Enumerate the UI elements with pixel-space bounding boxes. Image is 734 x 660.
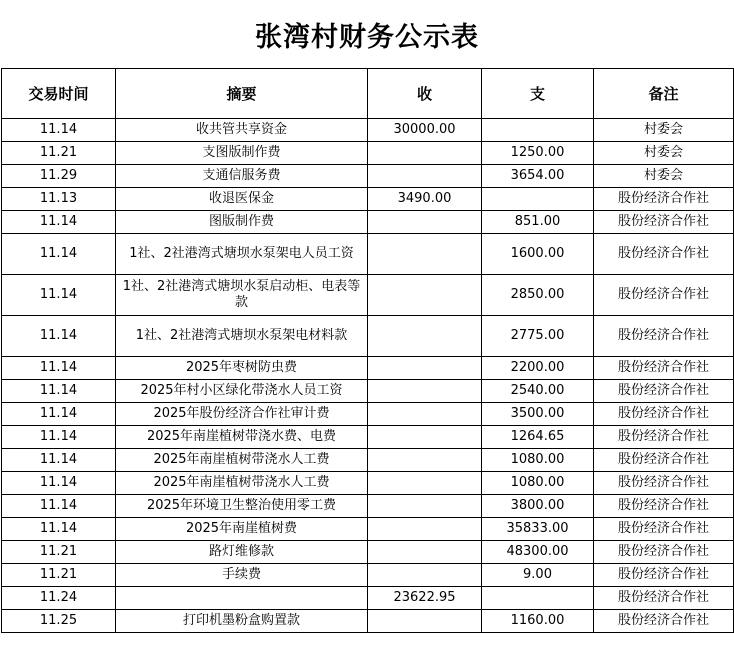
table-row <box>2 564 734 587</box>
cell-note: 股份经济合作社 <box>594 316 734 357</box>
cell-income <box>368 495 482 518</box>
table-row <box>2 610 734 633</box>
cell-note: 股份经济合作社 <box>594 495 734 518</box>
cell-summary: 支图版制作费 <box>116 142 368 165</box>
table-row <box>2 119 734 142</box>
cell-note: 股份经济合作社 <box>594 564 734 587</box>
cell-summary: 2025年环境卫生整治使用零工费 <box>116 495 368 518</box>
cell-summary: 打印机墨粉盒购置款 <box>116 610 368 633</box>
cell-date: 11.14 <box>2 472 116 495</box>
cell-expense: 3654.00 <box>482 165 594 188</box>
cell-summary: 2025年股份经济合作社审计费 <box>116 403 368 426</box>
cell-note: 股份经济合作社 <box>594 541 734 564</box>
cell-income <box>368 541 482 564</box>
cell-income: 30000.00 <box>368 119 482 142</box>
cell-date: 11.21 <box>2 142 116 165</box>
cell-note: 股份经济合作社 <box>594 449 734 472</box>
cell-note: 村委会 <box>594 119 734 142</box>
cell-income <box>368 564 482 587</box>
cell-note: 股份经济合作社 <box>594 357 734 380</box>
cell-expense: 1080.00 <box>482 449 594 472</box>
cell-note: 股份经济合作社 <box>594 403 734 426</box>
header-expense: 支 <box>482 69 594 119</box>
cell-expense <box>482 119 594 142</box>
cell-date: 11.14 <box>2 275 116 316</box>
cell-date: 11.14 <box>2 316 116 357</box>
cell-expense: 2775.00 <box>482 316 594 357</box>
cell-date: 11.14 <box>2 234 116 275</box>
cell-expense: 9.00 <box>482 564 594 587</box>
header-summary: 摘要 <box>116 69 368 119</box>
table-row <box>2 472 734 495</box>
cell-expense: 35833.00 <box>482 518 594 541</box>
table-row <box>2 587 734 610</box>
cell-date: 11.14 <box>2 495 116 518</box>
cell-summary: 1社、2社港湾式塘坝水泵启动柜、电表等款 <box>116 275 368 316</box>
cell-note: 股份经济合作社 <box>594 211 734 234</box>
cell-date: 11.13 <box>2 188 116 211</box>
cell-summary: 路灯维修款 <box>116 541 368 564</box>
cell-summary: 手续费 <box>116 564 368 587</box>
cell-income: 23622.95 <box>368 587 482 610</box>
table-row <box>2 495 734 518</box>
table-row <box>2 426 734 449</box>
cell-note: 村委会 <box>594 142 734 165</box>
cell-date: 11.14 <box>2 403 116 426</box>
cell-expense: 3800.00 <box>482 495 594 518</box>
cell-note: 股份经济合作社 <box>594 472 734 495</box>
cell-summary: 支通信服务费 <box>116 165 368 188</box>
cell-expense: 48300.00 <box>482 541 594 564</box>
finance-table <box>1 68 734 633</box>
cell-note: 股份经济合作社 <box>594 518 734 541</box>
cell-income <box>368 275 482 316</box>
cell-income <box>368 449 482 472</box>
cell-expense: 851.00 <box>482 211 594 234</box>
header-note: 备注 <box>594 69 734 119</box>
cell-income <box>368 357 482 380</box>
header-row <box>2 69 734 119</box>
cell-summary: 2025年南崖植树带浇水人工费 <box>116 449 368 472</box>
header-date: 交易时间 <box>2 69 116 119</box>
sheet-title: 张湾村财务公示表 <box>255 21 479 53</box>
cell-summary: 2025年南崖植树费 <box>116 518 368 541</box>
cell-expense: 3500.00 <box>482 403 594 426</box>
cell-summary: 2025年南崖植树带浇水人工费 <box>116 472 368 495</box>
cell-summary: 2025年枣树防虫费 <box>116 357 368 380</box>
cell-income <box>368 234 482 275</box>
cell-summary: 收退医保金 <box>116 188 368 211</box>
table-row <box>2 449 734 472</box>
cell-note: 股份经济合作社 <box>594 234 734 275</box>
cell-income <box>368 610 482 633</box>
cell-date: 11.21 <box>2 564 116 587</box>
cell-date: 11.29 <box>2 165 116 188</box>
cell-date: 11.24 <box>2 587 116 610</box>
table-row <box>2 518 734 541</box>
cell-date: 11.14 <box>2 426 116 449</box>
cell-date: 11.14 <box>2 518 116 541</box>
table-row <box>2 142 734 165</box>
cell-date: 11.14 <box>2 380 116 403</box>
cell-note: 股份经济合作社 <box>594 426 734 449</box>
cell-income <box>368 380 482 403</box>
cell-summary: 图版制作费 <box>116 211 368 234</box>
cell-expense: 1250.00 <box>482 142 594 165</box>
cell-income: 3490.00 <box>368 188 482 211</box>
table-row <box>2 541 734 564</box>
cell-summary: 2025年村小区绿化带浇水人员工资 <box>116 380 368 403</box>
cell-expense: 1264.65 <box>482 426 594 449</box>
cell-expense: 2200.00 <box>482 357 594 380</box>
cell-expense: 1160.00 <box>482 610 594 633</box>
cell-note: 股份经济合作社 <box>594 587 734 610</box>
cell-date: 11.14 <box>2 357 116 380</box>
cell-income <box>368 142 482 165</box>
table-row <box>2 357 734 380</box>
cell-expense <box>482 188 594 211</box>
cell-expense <box>482 587 594 610</box>
cell-note: 股份经济合作社 <box>594 275 734 316</box>
cell-note: 股份经济合作社 <box>594 188 734 211</box>
cell-income <box>368 165 482 188</box>
table-row <box>2 380 734 403</box>
table-row <box>2 165 734 188</box>
cell-income <box>368 316 482 357</box>
cell-income <box>368 211 482 234</box>
cell-date: 11.14 <box>2 449 116 472</box>
cell-income <box>368 472 482 495</box>
cell-summary: 1社、2社港湾式塘坝水泵架电人员工资 <box>116 234 368 275</box>
cell-summary: 收共管共享资金 <box>116 119 368 142</box>
cell-income <box>368 518 482 541</box>
cell-expense: 1080.00 <box>482 472 594 495</box>
cell-note: 股份经济合作社 <box>594 610 734 633</box>
cell-date: 11.14 <box>2 211 116 234</box>
cell-summary <box>116 587 368 610</box>
cell-expense: 1600.00 <box>482 234 594 275</box>
cell-income <box>368 403 482 426</box>
table-row <box>2 316 734 357</box>
cell-date: 11.25 <box>2 610 116 633</box>
cell-note: 股份经济合作社 <box>594 380 734 403</box>
table-row <box>2 211 734 234</box>
cell-income <box>368 426 482 449</box>
cell-expense: 2540.00 <box>482 380 594 403</box>
cell-date: 11.14 <box>2 119 116 142</box>
cell-summary: 2025年南崖植树带浇水费、电费 <box>116 426 368 449</box>
cell-date: 11.21 <box>2 541 116 564</box>
table-body <box>2 119 734 633</box>
cell-note: 村委会 <box>594 165 734 188</box>
cell-expense: 2850.00 <box>482 275 594 316</box>
header-income: 收 <box>368 69 482 119</box>
table-row <box>2 275 734 316</box>
table-row <box>2 403 734 426</box>
table-row <box>2 188 734 211</box>
cell-summary: 1社、2社港湾式塘坝水泵架电材料款 <box>116 316 368 357</box>
table-row <box>2 234 734 275</box>
